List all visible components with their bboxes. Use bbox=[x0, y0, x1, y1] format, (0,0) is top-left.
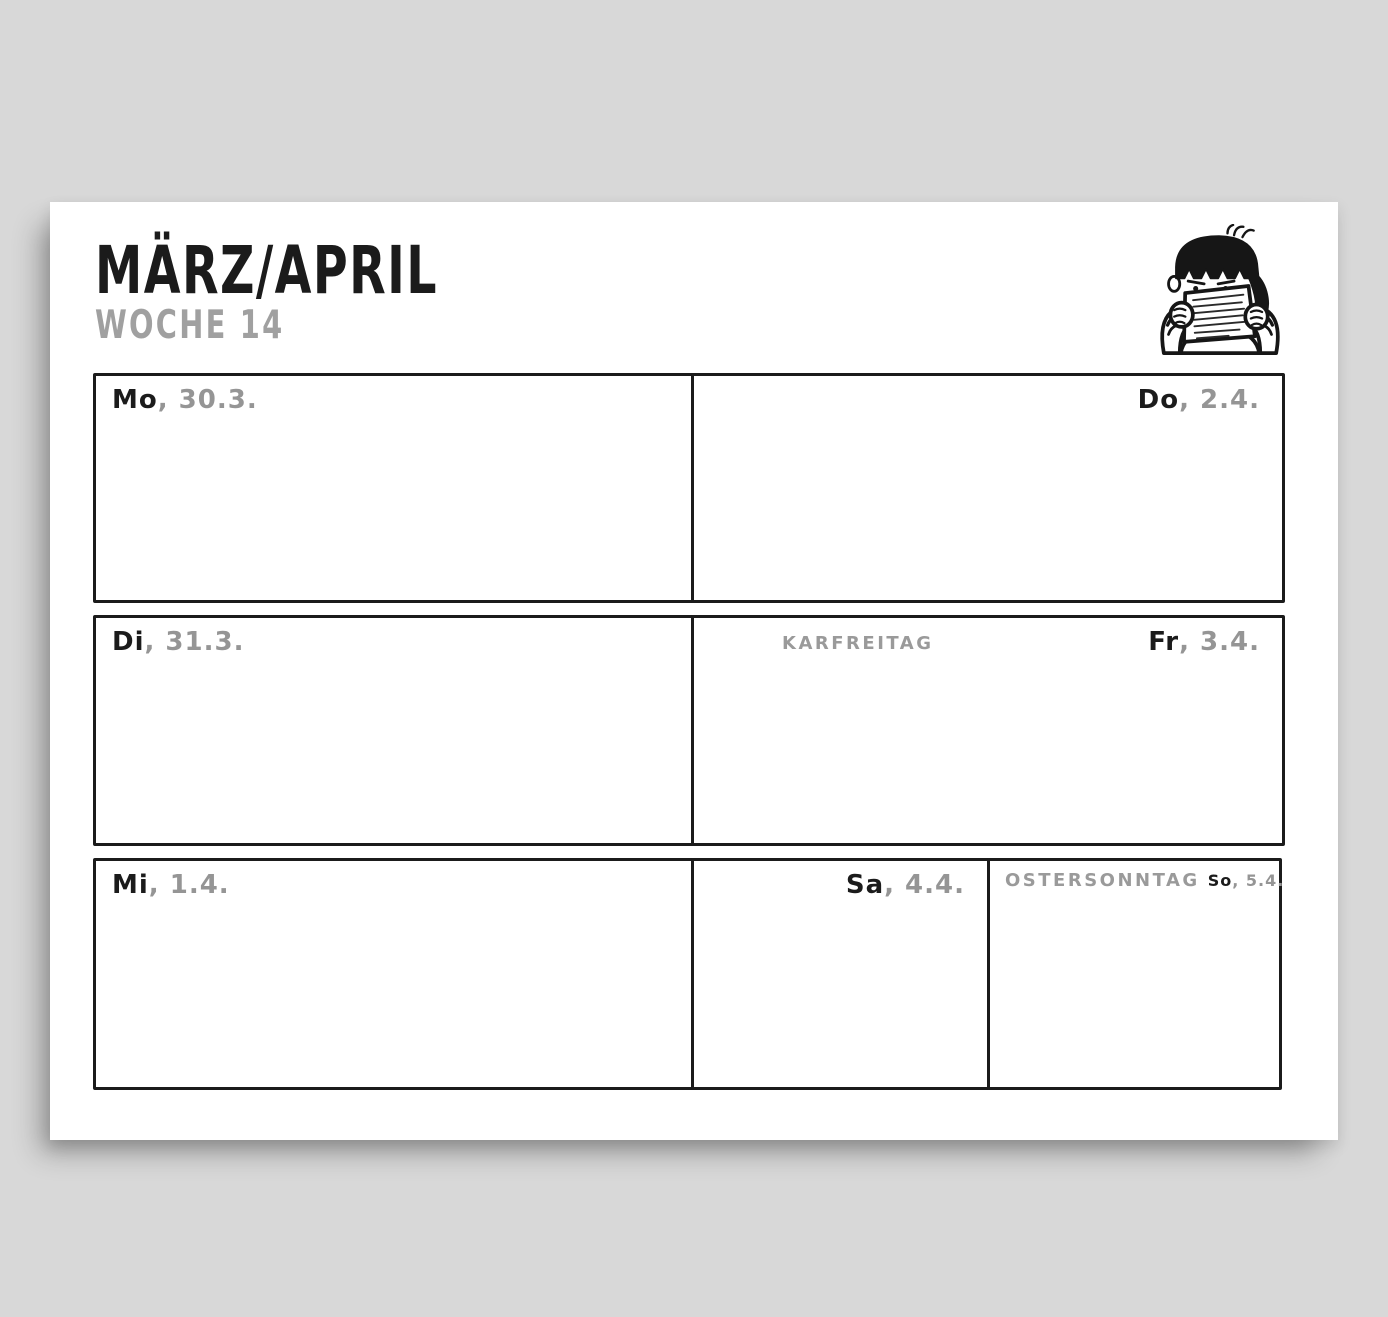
day-cell-friday bbox=[691, 615, 1285, 846]
day-date: , 1.4. bbox=[148, 870, 230, 900]
day-cell-sunday bbox=[987, 858, 1285, 1090]
day-abbr: Sa bbox=[845, 870, 885, 900]
day-date: , 2.4. bbox=[1179, 385, 1260, 415]
day-abbr: So bbox=[1207, 871, 1233, 890]
day-cell-wednesday bbox=[93, 858, 694, 1090]
grid-row-1 bbox=[93, 373, 1288, 603]
day-label-thursday bbox=[1138, 385, 1260, 416]
week-subtitle: WOCHE 14 bbox=[95, 303, 285, 348]
day-label-monday bbox=[112, 385, 258, 416]
day-cell-tuesday bbox=[93, 615, 694, 846]
grid-row-2 bbox=[93, 615, 1288, 846]
sunday-day-date bbox=[1208, 871, 1285, 890]
week-grid bbox=[93, 373, 1288, 1102]
day-label-friday bbox=[1148, 627, 1260, 658]
day-label-tuesday bbox=[112, 627, 244, 658]
day-cell-monday bbox=[93, 373, 694, 603]
page-title: MÄRZ/APRIL bbox=[95, 232, 439, 309]
person-reading-paper-icon bbox=[1145, 224, 1295, 355]
day-abbr: Mo bbox=[112, 385, 158, 415]
grid-row-3 bbox=[93, 858, 1288, 1090]
day-label-sunday bbox=[1005, 870, 1285, 891]
day-date: , 30.3. bbox=[157, 385, 258, 415]
day-cell-thursday bbox=[691, 373, 1285, 603]
day-date: , 31.3. bbox=[144, 627, 245, 657]
day-label-saturday bbox=[846, 870, 965, 901]
day-cell-saturday bbox=[691, 858, 990, 1090]
day-label-wednesday bbox=[112, 870, 230, 901]
holiday-label-ostersonntag: OSTERSONNTAG bbox=[1005, 870, 1200, 891]
day-date: , 3.4. bbox=[1179, 627, 1260, 657]
weekly-planner-page bbox=[50, 202, 1338, 1140]
day-date: , 4.4. bbox=[884, 870, 965, 900]
day-abbr: Mi bbox=[112, 870, 149, 900]
day-abbr: Di bbox=[112, 627, 145, 657]
day-abbr: Do bbox=[1137, 385, 1180, 415]
holiday-label-karfreitag: KARFREITAG bbox=[782, 633, 934, 654]
day-abbr: Fr bbox=[1148, 627, 1180, 657]
day-date: , 5.4. bbox=[1232, 871, 1285, 890]
